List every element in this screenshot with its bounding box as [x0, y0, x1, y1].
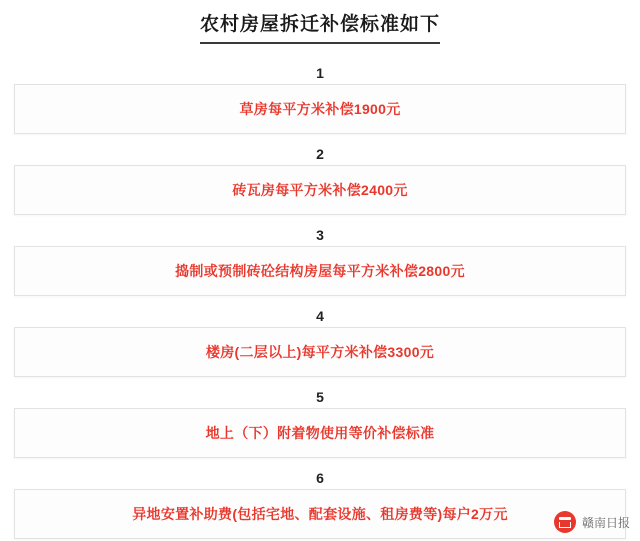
item-box	[14, 489, 626, 539]
page-title: 农村房屋拆迁补偿标准如下	[200, 12, 440, 44]
list-item	[14, 226, 626, 296]
page-title-container	[0, 0, 640, 50]
item-box	[14, 327, 626, 377]
item-text: 异地安置补助费(包括宅地、配套设施、租房费等)每户2万元	[132, 506, 508, 522]
compensation-list	[0, 64, 640, 539]
item-text: 砖瓦房每平方米补偿2400元	[232, 182, 408, 198]
list-item	[14, 64, 626, 134]
publisher-footer[interactable]	[554, 511, 630, 533]
item-number: 6	[316, 470, 324, 486]
account-badge-icon	[554, 511, 576, 533]
item-number: 4	[316, 308, 324, 324]
item-box	[14, 246, 626, 296]
publisher-name: 赣南日报	[581, 515, 630, 530]
item-box	[14, 408, 626, 458]
item-number: 2	[316, 146, 324, 162]
item-text: 楼房(二层以上)每平方米补偿3300元	[205, 344, 435, 360]
item-box	[14, 84, 626, 134]
list-item	[14, 469, 626, 539]
item-text: 草房每平方米补偿1900元	[239, 101, 401, 117]
item-number: 3	[316, 227, 324, 243]
list-item	[14, 388, 626, 458]
item-number: 1	[316, 65, 324, 81]
item-text: 地上（下）附着物使用等价补偿标准	[205, 425, 435, 441]
item-box	[14, 165, 626, 215]
list-item	[14, 307, 626, 377]
item-number: 5	[316, 389, 324, 405]
list-item	[14, 145, 626, 215]
item-text: 捣制或预制砖砼结构房屋每平方米补偿2800元	[175, 263, 465, 279]
